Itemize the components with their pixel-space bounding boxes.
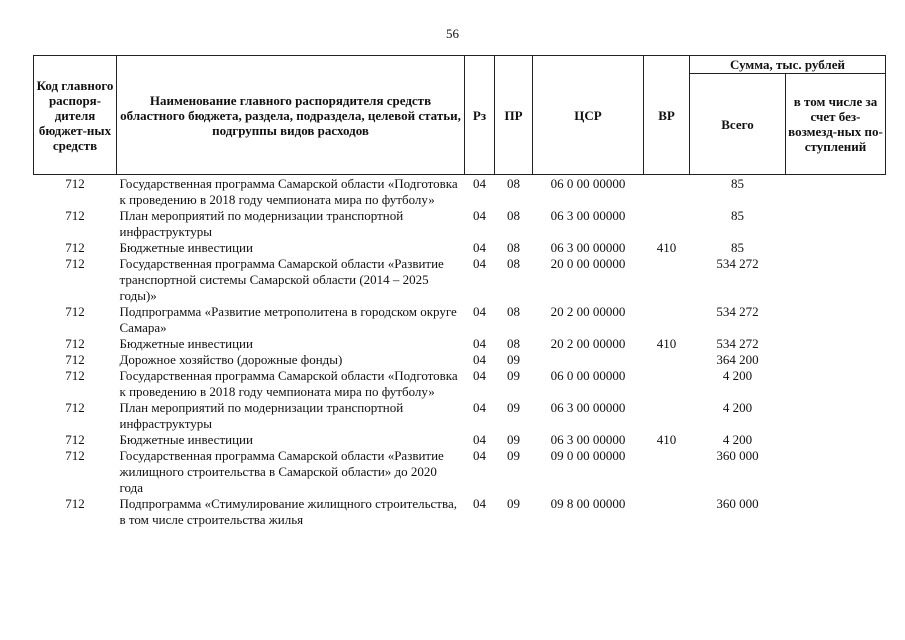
cell-total: 364 200 (716, 352, 759, 367)
cell-bezvozmezd (786, 240, 886, 256)
cell-rz: 04 (473, 176, 486, 191)
cell-csr: 09 0 00 00000 (550, 448, 626, 463)
cell-name: Государственная программа Самарской области «Развитие транспортной системы Самарской области (2014 – 2025 годы)» (119, 256, 444, 303)
header-rz: Рз (465, 56, 495, 175)
cell-name: Государственная программа Самарской области «Подготовка к проведению в 2018 году чемпионата мира по футболу» (119, 368, 458, 399)
cell-rz: 04 (473, 304, 486, 319)
header-code: Код главного распоря-дителя бюджет-ных средств (34, 56, 117, 175)
cell-pr: 08 (507, 304, 520, 319)
table-row (34, 208, 886, 240)
cell-total: 85 (731, 176, 744, 191)
cell-name: План мероприятий по модернизации транспортной инфраструктуры (119, 400, 404, 431)
cell-vr: 410 (656, 336, 677, 351)
header-total: Всего (690, 74, 786, 175)
table-row (34, 304, 886, 336)
header-name: Наименование главного распорядителя средств областного бюджета, раздела, подраздела, целевой статьи, подгруппы видов расходов (117, 56, 465, 175)
cell-csr: 06 3 00 00000 (550, 400, 626, 415)
cell-total: 534 272 (716, 256, 759, 271)
cell-bezvozmezd (786, 208, 886, 240)
cell-bezvozmezd (786, 496, 886, 528)
cell-rz: 04 (473, 240, 486, 255)
header-pr: ПР (495, 56, 533, 175)
cell-pr: 09 (507, 448, 520, 463)
cell-vr (644, 496, 690, 528)
cell-code: 712 (65, 176, 85, 191)
cell-csr: 20 0 00 00000 (550, 256, 626, 271)
cell-bezvozmezd (786, 304, 886, 336)
cell-csr (533, 352, 644, 368)
table-row (34, 448, 886, 496)
cell-name: Бюджетные инвестиции (119, 336, 253, 351)
cell-csr: 06 0 00 00000 (550, 368, 626, 383)
cell-bezvozmezd (786, 368, 886, 400)
cell-csr: 06 3 00 00000 (550, 432, 626, 447)
cell-vr (644, 448, 690, 496)
cell-rz: 04 (473, 352, 486, 367)
cell-csr: 20 2 00 00000 (550, 336, 626, 351)
cell-name: Подпрограмма «Развитие метрополитена в городском округе Самара» (119, 304, 457, 335)
header-sum-group: Сумма, тыс. рублей (690, 56, 886, 74)
cell-pr: 09 (507, 352, 520, 367)
budget-table (33, 55, 886, 528)
cell-code: 712 (65, 448, 85, 463)
cell-bezvozmezd (786, 448, 886, 496)
table-row (34, 256, 886, 304)
table-row (34, 368, 886, 400)
header-vr: ВР (644, 56, 690, 175)
cell-pr: 08 (507, 176, 520, 191)
cell-vr (644, 400, 690, 432)
cell-pr: 08 (507, 336, 520, 351)
cell-rz: 04 (473, 496, 486, 511)
cell-csr: 09 8 00 00000 (550, 496, 626, 511)
cell-code: 712 (65, 304, 85, 319)
cell-rz: 04 (473, 336, 486, 351)
table-header (34, 56, 886, 175)
cell-code: 712 (65, 352, 85, 367)
cell-total: 4 200 (722, 368, 753, 383)
cell-csr: 06 3 00 00000 (550, 240, 626, 255)
cell-vr: 410 (656, 432, 677, 447)
cell-bezvozmezd (786, 256, 886, 304)
cell-pr: 08 (507, 256, 520, 271)
cell-name: План мероприятий по модернизации транспортной инфраструктуры (119, 208, 404, 239)
table-row (34, 336, 886, 352)
cell-bezvozmezd (786, 352, 886, 368)
cell-total: 360 000 (716, 448, 759, 463)
cell-total: 360 000 (716, 496, 759, 511)
cell-pr: 08 (507, 208, 520, 223)
cell-vr (644, 256, 690, 304)
cell-vr (644, 352, 690, 368)
table-row (34, 175, 886, 209)
cell-code: 712 (65, 256, 85, 271)
page-number: 56 (446, 26, 459, 41)
header-bezvozmezd: в том числе за счет без-возмезд-ных по-ступлений (786, 74, 886, 175)
cell-rz: 04 (473, 208, 486, 223)
cell-bezvozmezd (786, 336, 886, 352)
cell-pr: 08 (507, 240, 520, 255)
cell-pr: 09 (507, 400, 520, 415)
cell-total: 85 (731, 240, 744, 255)
cell-name: Бюджетные инвестиции (119, 240, 253, 255)
cell-code: 712 (65, 432, 85, 447)
cell-bezvozmezd (786, 400, 886, 432)
cell-rz: 04 (473, 448, 486, 463)
cell-code: 712 (65, 208, 85, 223)
cell-total: 85 (731, 208, 744, 223)
table-body (34, 175, 886, 529)
table-row (34, 352, 886, 368)
cell-code: 712 (65, 400, 85, 415)
cell-code: 712 (65, 240, 85, 255)
cell-bezvozmezd (786, 432, 886, 448)
cell-pr: 09 (507, 368, 520, 383)
cell-rz: 04 (473, 368, 486, 383)
table-row (34, 432, 886, 448)
cell-vr: 410 (656, 240, 677, 255)
cell-name: Подпрограмма «Стимулирование жилищного строительства, в том числе строительства жилья (119, 496, 457, 527)
cell-name: Государственная программа Самарской области «Развитие жилищного строительства в Самарской области» до 2020 года (119, 448, 444, 495)
cell-pr: 09 (507, 496, 520, 511)
cell-rz: 04 (473, 256, 486, 271)
cell-vr (644, 208, 690, 240)
cell-code: 712 (65, 336, 85, 351)
cell-vr (644, 368, 690, 400)
cell-code: 712 (65, 496, 85, 511)
cell-total: 4 200 (722, 432, 753, 447)
cell-pr: 09 (507, 432, 520, 447)
cell-vr (644, 175, 690, 209)
table-row (34, 240, 886, 256)
cell-code: 712 (65, 368, 85, 383)
cell-bezvozmezd (786, 175, 886, 209)
cell-csr: 20 2 00 00000 (550, 304, 626, 319)
cell-total: 534 272 (716, 304, 759, 319)
cell-name: Государственная программа Самарской области «Подготовка к проведению в 2018 году чемпионата мира по футболу» (119, 176, 458, 207)
cell-total: 534 272 (716, 336, 759, 351)
cell-name: Дорожное хозяйство (дорожные фонды) (119, 352, 343, 367)
cell-csr: 06 0 00 00000 (550, 176, 626, 191)
cell-rz: 04 (473, 400, 486, 415)
cell-vr (644, 304, 690, 336)
table-row (34, 496, 886, 528)
cell-name: Бюджетные инвестиции (119, 432, 253, 447)
table-row (34, 400, 886, 432)
cell-csr: 06 3 00 00000 (550, 208, 626, 223)
header-csr: ЦСР (533, 56, 644, 175)
cell-rz: 04 (473, 432, 486, 447)
cell-total: 4 200 (722, 400, 753, 415)
